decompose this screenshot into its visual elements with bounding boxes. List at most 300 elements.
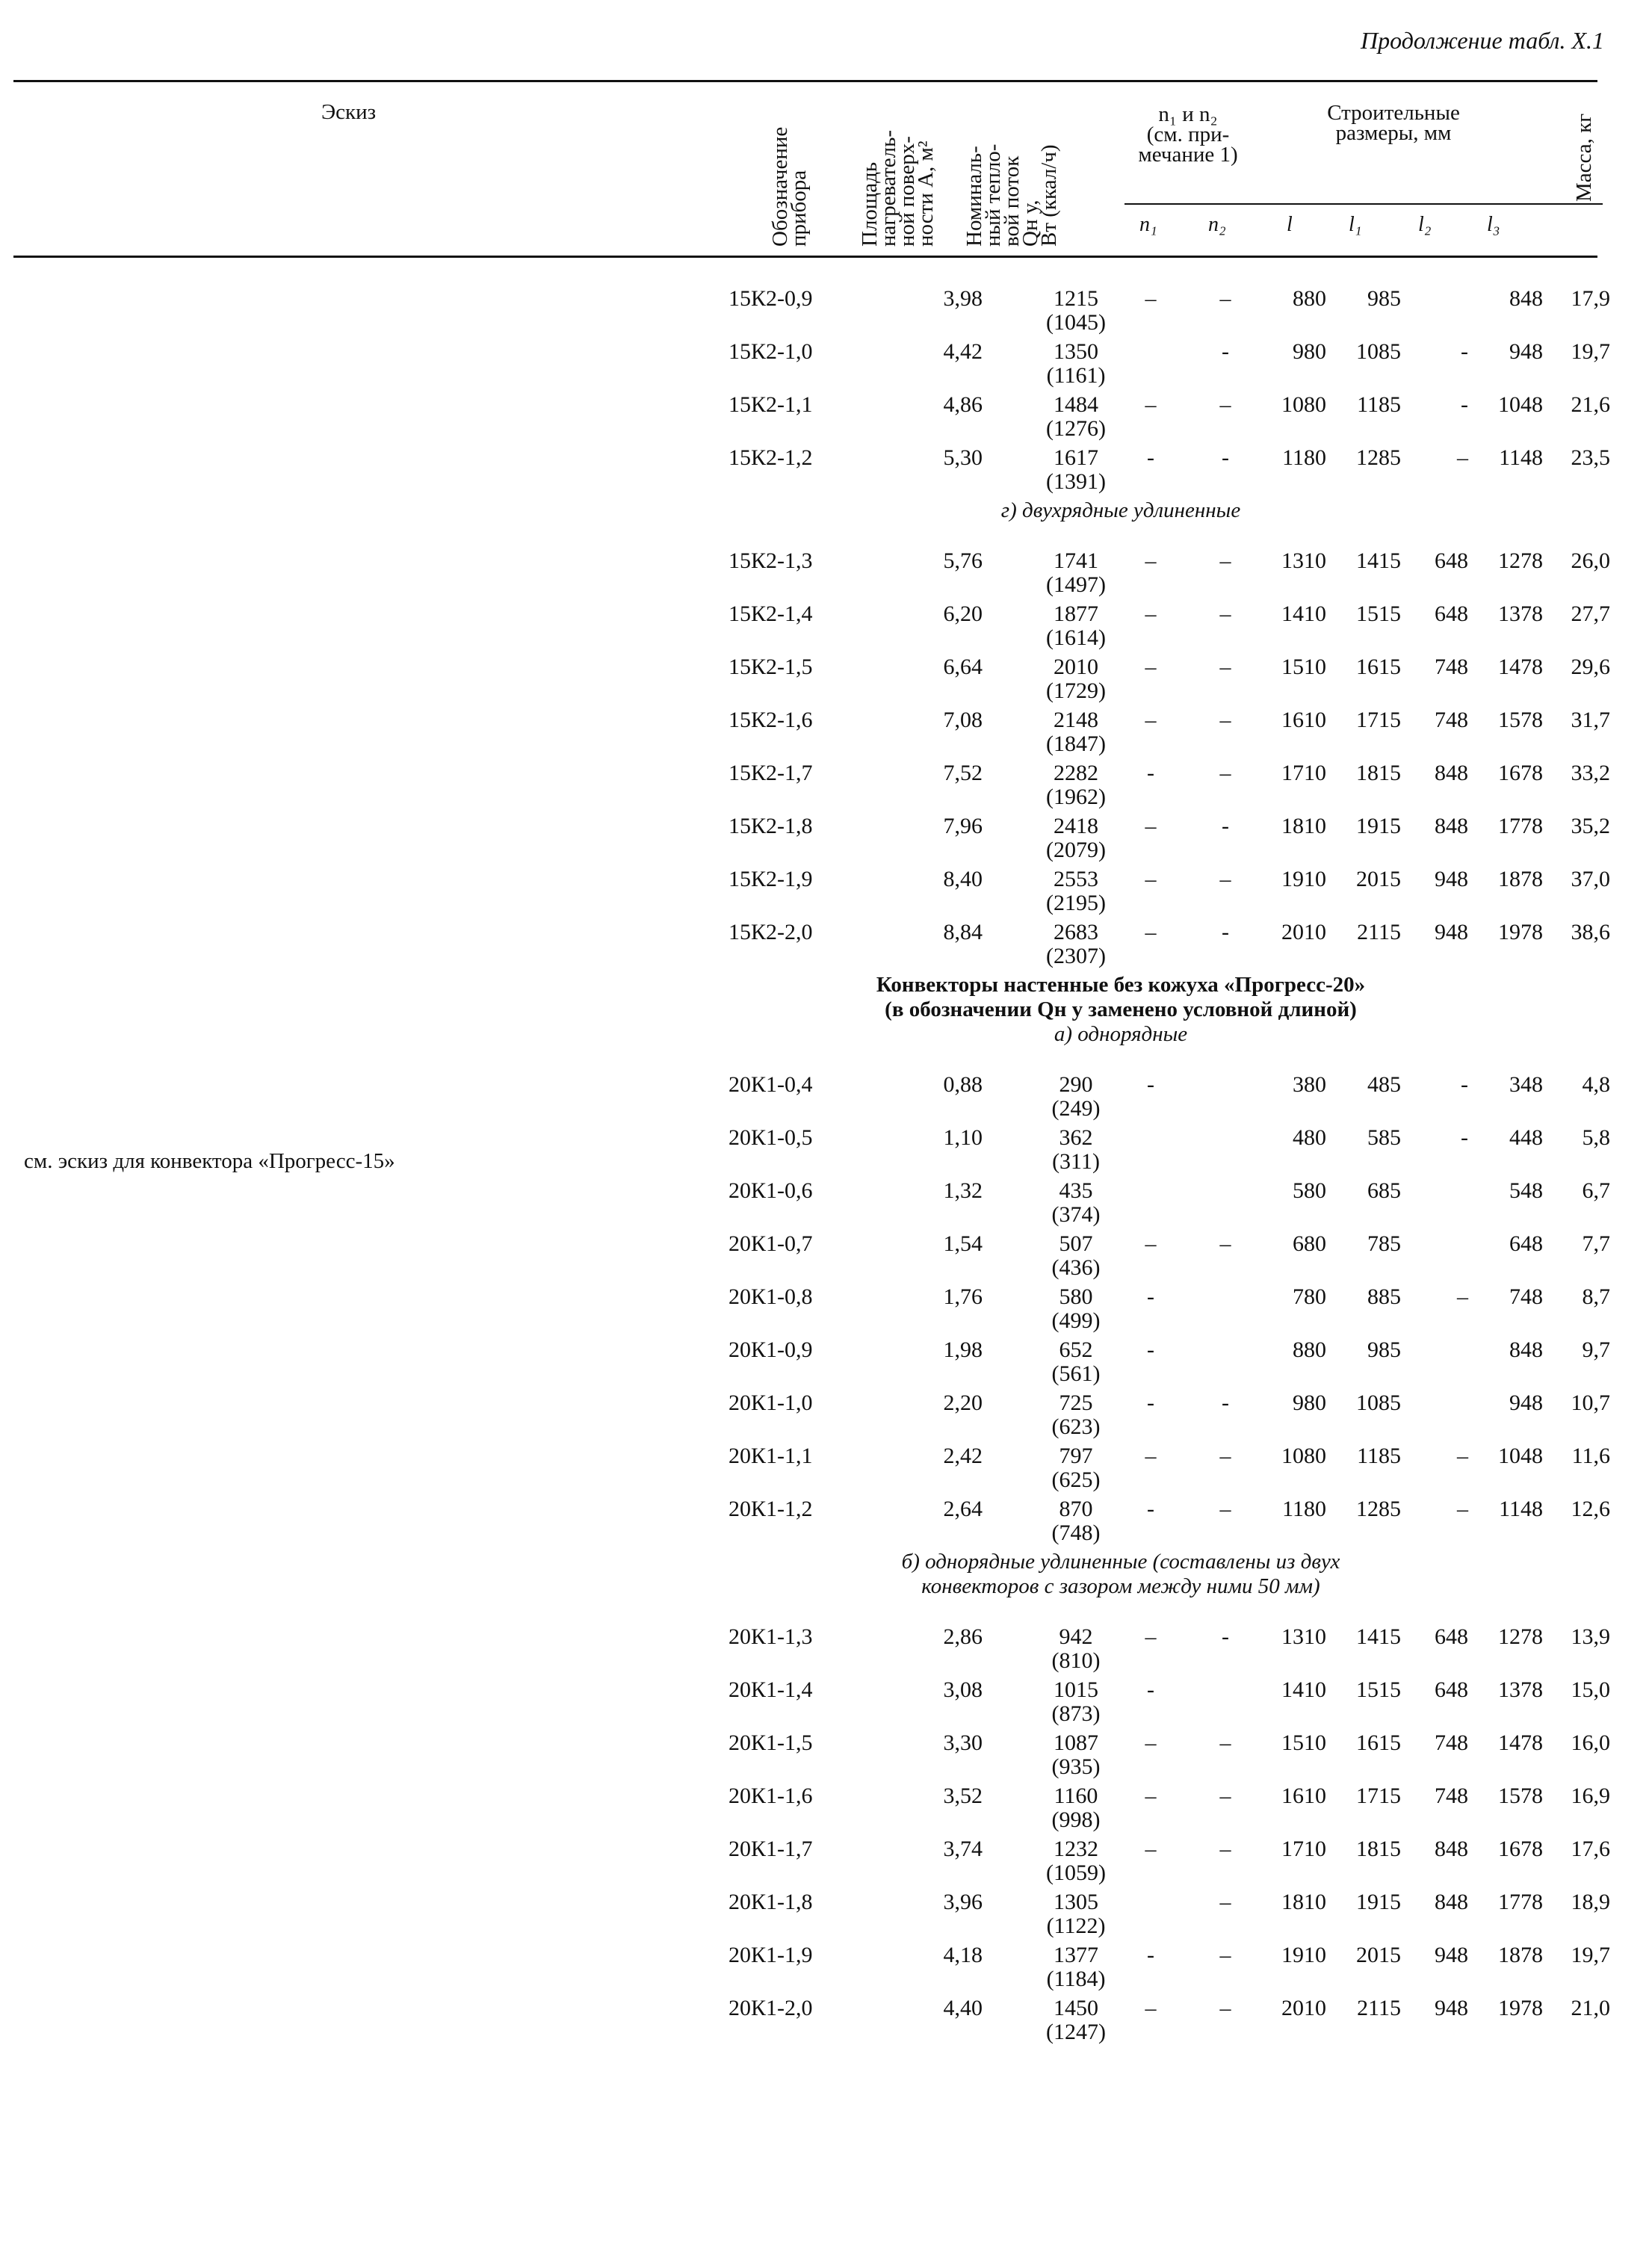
cell-qk: (810) bbox=[1051, 1648, 1101, 1673]
cell-l1: 585 bbox=[1367, 1125, 1401, 1150]
cell-q: 1087 bbox=[1054, 1730, 1098, 1755]
cell-q: 435 bbox=[1059, 1178, 1093, 1203]
header-line: n₁ и n₂ bbox=[1158, 102, 1218, 126]
cell-l3: 1978 bbox=[1498, 1996, 1543, 2020]
cell-l2: – bbox=[1457, 1444, 1468, 1468]
cell-l3: 1578 bbox=[1498, 708, 1543, 732]
cell-n1: – bbox=[1145, 1624, 1157, 1649]
cell-l1: 985 bbox=[1367, 286, 1401, 311]
cell-area: 5,76 bbox=[943, 548, 983, 573]
cell-m: 19,7 bbox=[1571, 339, 1610, 364]
cell-l1: 1515 bbox=[1356, 1677, 1401, 1702]
cell-l1: 2115 bbox=[1357, 920, 1401, 944]
cell-l3: 1778 bbox=[1498, 814, 1543, 838]
header-designation bbox=[768, 126, 811, 247]
cell-n2: – bbox=[1219, 1837, 1231, 1861]
cell-l1: 2015 bbox=[1356, 1943, 1401, 1967]
header-line: прибора bbox=[787, 170, 811, 247]
cell-m: 11,6 bbox=[1571, 1444, 1610, 1468]
cell-area: 4,40 bbox=[943, 1996, 983, 2020]
cell-l3: 1878 bbox=[1498, 867, 1543, 891]
cell-n1: – bbox=[1145, 920, 1157, 944]
cell-l: 1810 bbox=[1281, 814, 1326, 838]
cell-n1: – bbox=[1145, 708, 1157, 732]
cell-qk: (873) bbox=[1051, 1701, 1101, 1726]
cell-m: 17,6 bbox=[1571, 1837, 1610, 1861]
cell-l2: 848 bbox=[1435, 814, 1468, 838]
cell-l1: 1085 bbox=[1356, 1391, 1401, 1415]
cell-l3: 1478 bbox=[1498, 655, 1543, 679]
cell-l: 380 bbox=[1293, 1072, 1326, 1097]
cell-id: 20К1-0,7 bbox=[728, 1231, 813, 1256]
cell-l1: 1415 bbox=[1356, 548, 1401, 573]
cell-id: 20К1-2,0 bbox=[728, 1996, 813, 2020]
cell-qk: (1614) bbox=[1046, 625, 1106, 650]
cell-qk: (748) bbox=[1051, 1521, 1101, 1545]
cell-q: 1617 bbox=[1054, 445, 1098, 470]
cell-q: 1484 bbox=[1054, 392, 1098, 417]
cell-l: 2010 bbox=[1281, 1996, 1326, 2020]
cell-area: 2,86 bbox=[943, 1624, 983, 1649]
cell-n1: – bbox=[1145, 655, 1157, 679]
cell-l1: 1615 bbox=[1356, 1730, 1401, 1755]
cell-n1: – bbox=[1145, 867, 1157, 891]
cell-area: 6,64 bbox=[943, 655, 983, 679]
cell-qk: (625) bbox=[1051, 1467, 1101, 1492]
cell-l3: 648 bbox=[1509, 1231, 1543, 1256]
cell-n2: – bbox=[1219, 708, 1231, 732]
header-line: Qн у, bbox=[1018, 199, 1042, 247]
cell-l1: 1915 bbox=[1356, 1890, 1401, 1914]
dims-divider bbox=[1124, 203, 1603, 205]
header-sub-n1: n₁ bbox=[1139, 213, 1157, 236]
cell-area: 4,42 bbox=[943, 339, 983, 364]
cell-l: 1510 bbox=[1281, 655, 1326, 679]
cell-n1: - bbox=[1147, 1072, 1154, 1097]
cell-m: 17,9 bbox=[1571, 286, 1610, 311]
cell-l2: – bbox=[1457, 1497, 1468, 1521]
cell-l1: 2015 bbox=[1356, 867, 1401, 891]
cell-l2: 748 bbox=[1435, 1784, 1468, 1808]
cell-area: 3,74 bbox=[943, 1837, 983, 1861]
cell-l1: 1715 bbox=[1356, 708, 1401, 732]
cell-l2: 848 bbox=[1435, 761, 1468, 785]
cell-q: 580 bbox=[1059, 1284, 1093, 1309]
cell-area: 7,08 bbox=[943, 708, 983, 732]
cell-m: 5,8 bbox=[1582, 1125, 1610, 1150]
cell-m: 16,0 bbox=[1571, 1730, 1610, 1755]
cell-q: 1232 bbox=[1054, 1837, 1098, 1861]
cell-qk: (1962) bbox=[1046, 785, 1106, 809]
cell-area: 1,10 bbox=[943, 1125, 983, 1150]
cell-n2: – bbox=[1219, 1784, 1231, 1808]
section-title bbox=[747, 498, 1494, 523]
header-line: Вт (ккал/ч) bbox=[1037, 144, 1061, 247]
cell-l3: 848 bbox=[1509, 286, 1543, 311]
cell-id: 20К1-1,7 bbox=[728, 1837, 813, 1861]
cell-id: 20К1-1,2 bbox=[728, 1497, 813, 1521]
cell-q: 870 bbox=[1059, 1497, 1093, 1521]
cell-id: 20К1-1,0 bbox=[728, 1391, 813, 1415]
cell-l: 2010 bbox=[1281, 920, 1326, 944]
cell-id: 20К1-1,3 bbox=[728, 1624, 813, 1649]
cell-l2: 948 bbox=[1435, 920, 1468, 944]
cell-area: 1,32 bbox=[943, 1178, 983, 1203]
cell-qk: (436) bbox=[1051, 1255, 1101, 1280]
cell-qk: (1391) bbox=[1046, 469, 1106, 494]
header-line: Обозначение bbox=[768, 126, 792, 247]
cell-qk: (1184) bbox=[1046, 1967, 1106, 1991]
top-rule bbox=[13, 80, 1597, 82]
cell-m: 13,9 bbox=[1571, 1624, 1610, 1649]
cell-q: 652 bbox=[1059, 1337, 1093, 1362]
cell-q: 290 bbox=[1059, 1072, 1093, 1097]
cell-n2: – bbox=[1219, 1996, 1231, 2020]
cell-l: 680 bbox=[1293, 1231, 1326, 1256]
cell-n2: – bbox=[1219, 761, 1231, 785]
cell-q: 2683 bbox=[1054, 920, 1098, 944]
section-title-line: г) двухрядные удлиненные bbox=[1000, 498, 1241, 522]
cell-q: 1877 bbox=[1054, 601, 1098, 626]
cell-l2: 748 bbox=[1435, 1730, 1468, 1755]
cell-l2: – bbox=[1457, 445, 1468, 470]
cell-qk: (1729) bbox=[1046, 678, 1106, 703]
cell-l3: 848 bbox=[1509, 1337, 1543, 1362]
cell-n1: - bbox=[1147, 1391, 1154, 1415]
cell-n2: - bbox=[1222, 1624, 1229, 1649]
section-title bbox=[747, 973, 1494, 1047]
cell-qk: (1847) bbox=[1046, 731, 1106, 756]
cell-area: 0,88 bbox=[943, 1072, 983, 1097]
cell-n2: – bbox=[1219, 1730, 1231, 1755]
cell-q: 2418 bbox=[1054, 814, 1098, 838]
cell-qk: (1122) bbox=[1046, 1914, 1106, 1938]
cell-l2: - bbox=[1461, 392, 1468, 417]
cell-id: 20К1-0,4 bbox=[728, 1072, 813, 1097]
cell-m: 10,7 bbox=[1571, 1391, 1610, 1415]
cell-l: 1710 bbox=[1281, 761, 1326, 785]
cell-qk: (935) bbox=[1051, 1754, 1101, 1779]
cell-l2: 848 bbox=[1435, 1837, 1468, 1861]
cell-l3: 1278 bbox=[1498, 1624, 1543, 1649]
cell-area: 3,30 bbox=[943, 1730, 983, 1755]
cell-l3: 1778 bbox=[1498, 1890, 1543, 1914]
cell-m: 16,9 bbox=[1571, 1784, 1610, 1808]
cell-q: 725 bbox=[1059, 1391, 1093, 1415]
cell-l1: 1815 bbox=[1356, 761, 1401, 785]
cell-area: 3,52 bbox=[943, 1784, 983, 1808]
header-n1-n2 bbox=[1121, 102, 1255, 167]
header-sub-l1: l₁ bbox=[1349, 213, 1362, 236]
cell-l2: 648 bbox=[1435, 1624, 1468, 1649]
header-line: Строительные bbox=[1327, 101, 1460, 125]
cell-l3: 1378 bbox=[1498, 601, 1543, 626]
cell-l1: 985 bbox=[1367, 1337, 1401, 1362]
cell-q: 942 bbox=[1059, 1624, 1093, 1649]
cell-id: 20К1-1,1 bbox=[728, 1444, 813, 1468]
cell-m: 9,7 bbox=[1582, 1337, 1610, 1362]
cell-m: 23,5 bbox=[1571, 445, 1610, 470]
header-heat-flow bbox=[962, 143, 1061, 247]
cell-area: 6,20 bbox=[943, 601, 983, 626]
cell-n1: - bbox=[1147, 1677, 1154, 1702]
cell-n1: - bbox=[1147, 1284, 1154, 1309]
header-sub-l2: l₂ bbox=[1418, 213, 1432, 236]
cell-id: 20К1-0,9 bbox=[728, 1337, 813, 1362]
header-sub-n2: n₂ bbox=[1208, 213, 1226, 236]
cell-q: 1015 bbox=[1054, 1677, 1098, 1702]
cell-qk: (623) bbox=[1051, 1414, 1101, 1439]
cell-l: 1610 bbox=[1281, 1784, 1326, 1808]
cell-l3: 1378 bbox=[1498, 1677, 1543, 1702]
cell-l3: 1048 bbox=[1498, 392, 1543, 417]
cell-q: 1305 bbox=[1054, 1890, 1098, 1914]
cell-n2: – bbox=[1219, 601, 1231, 626]
cell-n2: – bbox=[1219, 1231, 1231, 1256]
cell-n1: – bbox=[1145, 286, 1157, 311]
cell-qk: (2195) bbox=[1046, 891, 1106, 915]
cell-q: 362 bbox=[1059, 1125, 1093, 1150]
cell-q: 1215 bbox=[1054, 286, 1098, 311]
cell-l1: 485 bbox=[1367, 1072, 1401, 1097]
section-title-line: (в обозначении Qн у заменено условной длиной) bbox=[885, 997, 1357, 1021]
header-line: (см. при- bbox=[1146, 123, 1230, 146]
cell-l1: 1085 bbox=[1356, 339, 1401, 364]
cell-l2: 648 bbox=[1435, 548, 1468, 573]
cell-q: 1450 bbox=[1054, 1996, 1098, 2020]
cell-l: 1410 bbox=[1281, 1677, 1326, 1702]
cell-l2: 948 bbox=[1435, 867, 1468, 891]
cell-qk: (2307) bbox=[1046, 944, 1106, 968]
cell-m: 18,9 bbox=[1571, 1890, 1610, 1914]
cell-l: 1710 bbox=[1281, 1837, 1326, 1861]
cell-q: 1377 bbox=[1054, 1943, 1098, 1967]
cell-m: 38,6 bbox=[1571, 920, 1610, 944]
cell-l: 1510 bbox=[1281, 1730, 1326, 1755]
cell-id: 15К2-1,2 bbox=[728, 445, 813, 470]
cell-id: 15К2-1,3 bbox=[728, 548, 813, 573]
cell-qk: (1497) bbox=[1046, 572, 1106, 597]
cell-m: 21,0 bbox=[1571, 1996, 1610, 2020]
section-title-line: а) однорядные bbox=[1054, 1022, 1188, 1046]
cell-area: 1,76 bbox=[943, 1284, 983, 1309]
cell-l3: 748 bbox=[1509, 1284, 1543, 1309]
cell-l: 1080 bbox=[1281, 1444, 1326, 1468]
sketch-note: см. эскиз для конвектора «Прогресс-15» bbox=[24, 1149, 395, 1173]
cell-n2: – bbox=[1219, 286, 1231, 311]
cell-n1: – bbox=[1145, 1730, 1157, 1755]
cell-m: 35,2 bbox=[1571, 814, 1610, 838]
cell-qk: (1059) bbox=[1046, 1860, 1106, 1885]
cell-l1: 1185 bbox=[1357, 392, 1401, 417]
cell-l2: - bbox=[1461, 339, 1468, 364]
cell-id: 15К2-1,6 bbox=[728, 708, 813, 732]
cell-l: 1410 bbox=[1281, 601, 1326, 626]
cell-n2: - bbox=[1222, 920, 1229, 944]
cell-l: 1180 bbox=[1282, 1497, 1326, 1521]
cell-qk: (1045) bbox=[1046, 310, 1106, 335]
cell-l1: 1615 bbox=[1356, 655, 1401, 679]
cell-q: 1350 bbox=[1054, 339, 1098, 364]
cell-l3: 1478 bbox=[1498, 1730, 1543, 1755]
cell-id: 15К2-1,8 bbox=[728, 814, 813, 838]
header-line: ный тепло- bbox=[981, 143, 1005, 247]
header-line: Номиналь- bbox=[962, 146, 986, 247]
cell-m: 6,7 bbox=[1582, 1178, 1610, 1203]
cell-l2: 748 bbox=[1435, 655, 1468, 679]
cell-id: 15К2-2,0 bbox=[728, 920, 813, 944]
cell-id: 15К2-1,9 bbox=[728, 867, 813, 891]
cell-m: 29,6 bbox=[1571, 655, 1610, 679]
cell-id: 20К1-0,5 bbox=[728, 1125, 813, 1150]
cell-area: 1,54 bbox=[943, 1231, 983, 1256]
cell-l3: 948 bbox=[1509, 1391, 1543, 1415]
cell-m: 7,7 bbox=[1582, 1231, 1610, 1256]
cell-id: 20К1-1,5 bbox=[728, 1730, 813, 1755]
cell-id: 15К2-1,5 bbox=[728, 655, 813, 679]
cell-id: 20К1-1,6 bbox=[728, 1784, 813, 1808]
cell-m: 26,0 bbox=[1571, 548, 1610, 573]
cell-n2: – bbox=[1219, 548, 1231, 573]
cell-q: 1741 bbox=[1054, 548, 1098, 573]
header-line: Площадь bbox=[858, 161, 882, 247]
header-sub-l: l bbox=[1287, 213, 1293, 236]
section-title-line: Конвекторы настенные без кожуха «Прогресс-20» bbox=[876, 973, 1366, 997]
cell-m: 19,7 bbox=[1571, 1943, 1610, 1967]
cell-n1: – bbox=[1145, 1996, 1157, 2020]
cell-m: 37,0 bbox=[1571, 867, 1610, 891]
cell-id: 20К1-0,6 bbox=[728, 1178, 813, 1203]
cell-l3: 1878 bbox=[1498, 1943, 1543, 1967]
continuation-caption: Продолжение табл. X.1 bbox=[1361, 27, 1604, 54]
cell-l: 1910 bbox=[1281, 1943, 1326, 1967]
cell-q: 2148 bbox=[1054, 708, 1098, 732]
section-title bbox=[747, 1550, 1494, 1599]
cell-area: 3,08 bbox=[943, 1677, 983, 1702]
header-line: ной поверх- bbox=[895, 136, 919, 247]
cell-n2: - bbox=[1222, 339, 1229, 364]
cell-qk: (1161) bbox=[1046, 363, 1106, 388]
cell-l3: 1678 bbox=[1498, 761, 1543, 785]
cell-area: 1,98 bbox=[943, 1337, 983, 1362]
cell-n1: - bbox=[1147, 1337, 1154, 1362]
cell-l3: 1678 bbox=[1498, 1837, 1543, 1861]
cell-l: 480 bbox=[1293, 1125, 1326, 1150]
cell-qk: (998) bbox=[1051, 1807, 1101, 1832]
cell-qk: (249) bbox=[1051, 1096, 1101, 1121]
cell-l: 880 bbox=[1293, 1337, 1326, 1362]
cell-n1: – bbox=[1145, 1837, 1157, 1861]
cell-m: 8,7 bbox=[1582, 1284, 1610, 1309]
cell-l3: 1048 bbox=[1498, 1444, 1543, 1468]
cell-qk: (374) bbox=[1051, 1202, 1101, 1227]
cell-l1: 1415 bbox=[1356, 1624, 1401, 1649]
cell-n1: – bbox=[1145, 1444, 1157, 1468]
cell-area: 3,98 bbox=[943, 286, 983, 311]
cell-m: 12,6 bbox=[1571, 1497, 1610, 1521]
cell-id: 20К1-1,4 bbox=[728, 1677, 813, 1702]
cell-n2: – bbox=[1219, 655, 1231, 679]
cell-q: 1160 bbox=[1054, 1784, 1098, 1808]
cell-l: 880 bbox=[1293, 286, 1326, 311]
cell-l1: 685 bbox=[1367, 1178, 1401, 1203]
cell-l: 1310 bbox=[1281, 548, 1326, 573]
cell-l1: 1515 bbox=[1356, 601, 1401, 626]
cell-n2: – bbox=[1219, 1943, 1231, 1967]
cell-area: 5,30 bbox=[943, 445, 983, 470]
cell-area: 4,86 bbox=[943, 392, 983, 417]
cell-id: 15К2-1,7 bbox=[728, 761, 813, 785]
cell-area: 3,96 bbox=[943, 1890, 983, 1914]
cell-l3: 448 bbox=[1509, 1125, 1543, 1150]
cell-qk: (1276) bbox=[1046, 416, 1106, 441]
cell-l2: 648 bbox=[1435, 601, 1468, 626]
cell-m: 21,6 bbox=[1571, 392, 1610, 417]
cell-l3: 948 bbox=[1509, 339, 1543, 364]
cell-n2: – bbox=[1219, 392, 1231, 417]
cell-l: 980 bbox=[1293, 1391, 1326, 1415]
cell-l1: 785 bbox=[1367, 1231, 1401, 1256]
cell-n1: - bbox=[1147, 761, 1154, 785]
cell-l3: 548 bbox=[1509, 1178, 1543, 1203]
cell-id: 15К2-1,1 bbox=[728, 392, 813, 417]
header-sub-l3: l₃ bbox=[1487, 213, 1500, 236]
cell-area: 7,96 bbox=[943, 814, 983, 838]
cell-qk: (561) bbox=[1051, 1361, 1101, 1386]
cell-q: 2282 bbox=[1054, 761, 1098, 785]
section-title-line: конвекторов с зазором между ними 50 мм) bbox=[921, 1574, 1320, 1598]
cell-l2: - bbox=[1461, 1125, 1468, 1150]
cell-l: 1810 bbox=[1281, 1890, 1326, 1914]
cell-m: 27,7 bbox=[1571, 601, 1610, 626]
cell-l2: 948 bbox=[1435, 1943, 1468, 1967]
cell-q: 507 bbox=[1059, 1231, 1093, 1256]
cell-l: 1180 bbox=[1282, 445, 1326, 470]
header-dimensions bbox=[1270, 103, 1517, 143]
cell-n2: – bbox=[1219, 1890, 1231, 1914]
cell-l3: 1148 bbox=[1499, 1497, 1543, 1521]
cell-l2: 848 bbox=[1435, 1890, 1468, 1914]
cell-n1: - bbox=[1147, 1943, 1154, 1967]
header-area bbox=[858, 130, 938, 247]
cell-n1: – bbox=[1145, 601, 1157, 626]
cell-l: 980 bbox=[1293, 339, 1326, 364]
header-sketch: Эскиз bbox=[321, 100, 377, 124]
cell-l1: 2115 bbox=[1357, 1996, 1401, 2020]
cell-l: 580 bbox=[1293, 1178, 1326, 1203]
cell-id: 15К2-0,9 bbox=[728, 286, 813, 311]
cell-area: 8,84 bbox=[943, 920, 983, 944]
cell-n1: – bbox=[1145, 1784, 1157, 1808]
cell-n1: – bbox=[1145, 392, 1157, 417]
cell-l1: 1285 bbox=[1356, 1497, 1401, 1521]
cell-qk: (499) bbox=[1051, 1308, 1101, 1333]
cell-id: 15К2-1,4 bbox=[728, 601, 813, 626]
cell-l: 780 bbox=[1293, 1284, 1326, 1309]
cell-qk: (311) bbox=[1052, 1149, 1100, 1174]
cell-l: 1910 bbox=[1281, 867, 1326, 891]
cell-n2: - bbox=[1222, 1391, 1229, 1415]
section-title-line: б) однорядные удлиненные (составлены из двух bbox=[901, 1550, 1340, 1574]
cell-area: 2,20 bbox=[943, 1391, 983, 1415]
cell-m: 31,7 bbox=[1571, 708, 1610, 732]
header-bottom-rule bbox=[13, 256, 1597, 258]
cell-l: 1610 bbox=[1281, 708, 1326, 732]
cell-l1: 885 bbox=[1367, 1284, 1401, 1309]
cell-l2: 748 bbox=[1435, 708, 1468, 732]
cell-m: 15,0 bbox=[1571, 1677, 1610, 1702]
cell-l1: 1185 bbox=[1357, 1444, 1401, 1468]
